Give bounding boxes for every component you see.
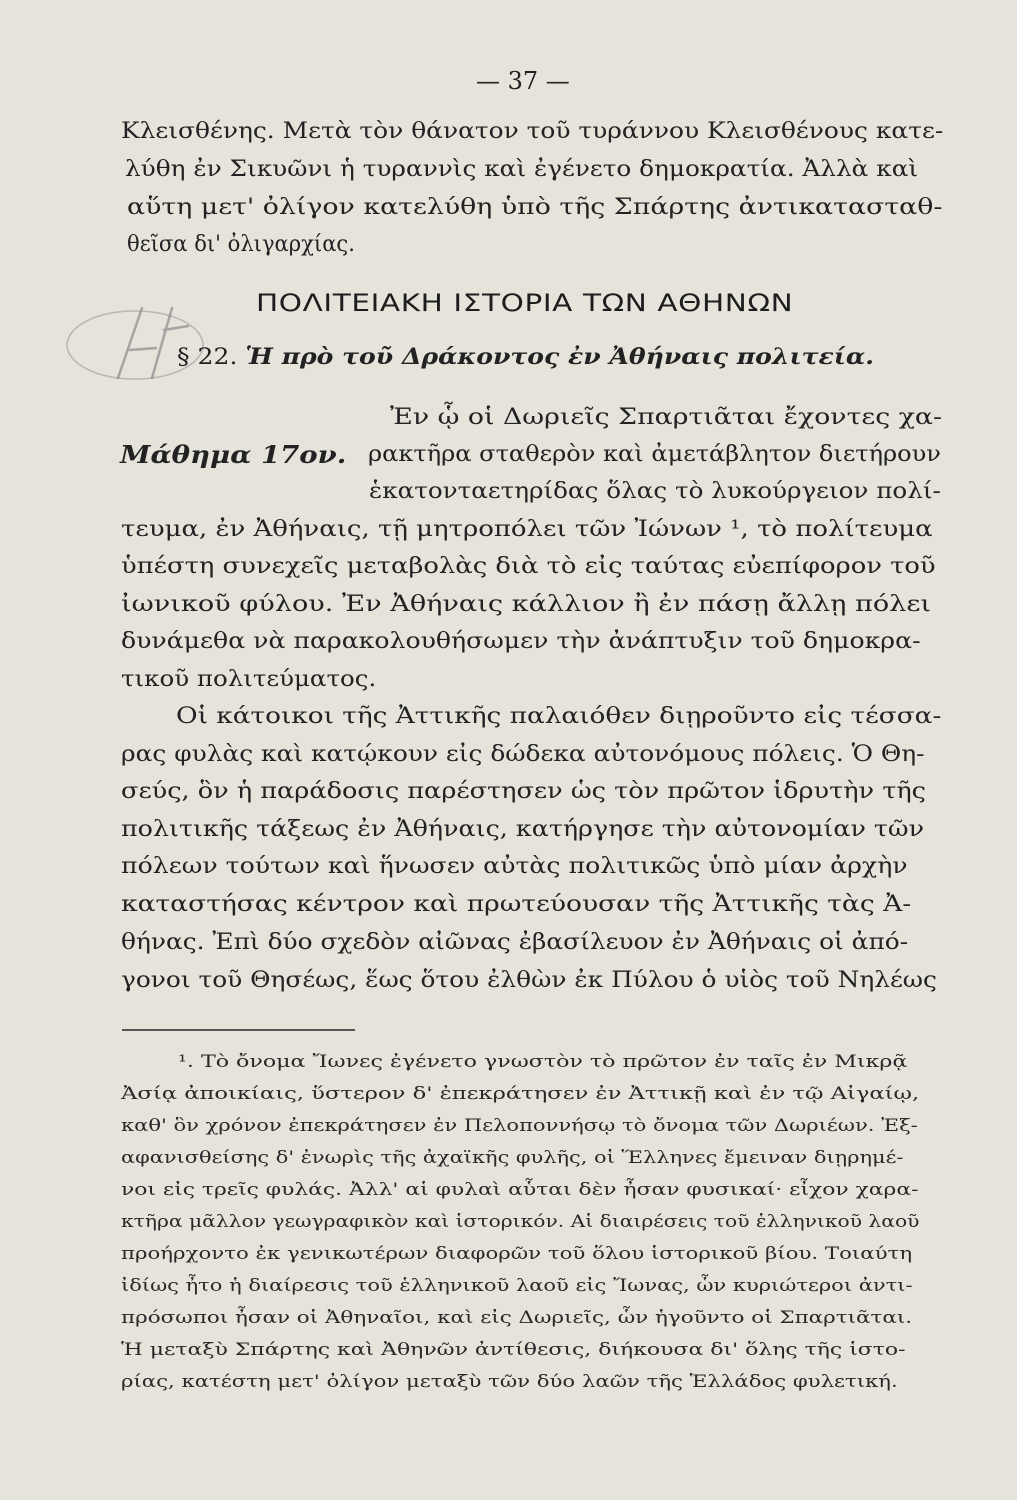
paragraph-line: δυνάμεθα νὰ παρακολουθήσωμεν τὴν ἀνάπτυξιν τοῦ δημοκρα- [121,629,921,654]
section-heading [177,342,874,373]
chapter-heading: ΠΟΛΙΤΕΙΑΚΗ ΙΣΤΟΡΙΑ ΤΩΝ ΑΘΗΝΩΝ [256,289,794,317]
footnote-line: Ἀσίᾳ ἀποικίαις, ὕστερον δ' ἐπεκράτησεν ἐν Ἀττικῇ καὶ ἐν τῷ Αἰγαίῳ, [121,1084,920,1104]
paragraph-line: ὑπέστη συνεχεῖς μεταβολὰς διὰ τὸ εἰς ταύτας εὐεπίφορον τοῦ [121,554,936,579]
footnote-line: προήρχοντο ἐκ γενικωτέρων διαφορῶν τοῦ ὅλου ἱστορικοῦ βίου. Τοιαύτη [121,1244,913,1264]
paragraph-line: σεύς, ὃν ἡ παράδοσις παρέστησεν ὡς τὸν πρῶτον ἱδρυτὴν τῆς [121,779,926,804]
paragraph-line: γονοι τοῦ Θησέως, ἕως ὅτου ἐλθὼν ἐκ Πύλου ὁ υἱὸς τοῦ Νηλέως [121,968,937,993]
lesson-margin-note: Μάθημα 17ον. [120,440,347,469]
paragraph-line: ἰωνικοῦ φύλου. Ἐν Ἀθήναις κάλλιον ἢ ἐν πάσῃ ἄλλῃ πόλει [121,592,932,617]
footnote-line: ¹. Τὸ ὄνομα Ἴωνες ἐγένετο γνωστὸν τὸ πρῶτον ἐν ταῖς ἐν Μικρᾷ [178,1052,908,1072]
footnote-line: κτῆρα μᾶλλον γεωγραφικὸν καὶ ἱστορικόν. Αἱ διαιρέσεις τοῦ ἑλληνικοῦ λαοῦ [121,1212,920,1232]
paragraph-line: τευμα, ἐν Ἀθήναις, τῇ μητροπόλει τῶν Ἰώνων ¹, τὸ πολίτευμα [121,517,933,542]
paragraph-line: Ἐν ᾧ οἱ Δωριεῖς Σπαρτιᾶται ἔχοντες χα- [390,405,943,430]
paragraph-line: ἑκατονταετηρίδας ὅλας τὸ λυκούργειον πολί- [369,479,941,504]
paragraph-line: ρακτῆρα σταθερὸν καὶ ἀμετάβλητον διετήρουν [368,442,941,467]
footnote-line: Ἡ μεταξὺ Σπάρτης καὶ Ἀθηνῶν ἀντίθεσις, διήκουσα δι' ὅλης τῆς ἱστο- [121,1340,906,1360]
paragraph-line: τικοῦ πολιτεύματος. [121,667,377,692]
footnote-line: καθ' ὃν χρόνον ἐπεκράτησεν ἐν Πελοποννήσῳ τὸ ὄνομα τῶν Δωριέων. Ἐξ- [121,1116,918,1136]
section-title: Ἡ πρὸ τοῦ Δράκοντος ἐν Ἀθήναις πολιτεία. [245,344,874,370]
intro-line: Κλεισθένης. Μετὰ τὸν θάνατον τοῦ τυράννου Κλεισθένους κατε- [121,119,944,144]
footnote-line: πρόσωποι ἦσαν οἱ Ἀθηναῖοι, καὶ εἰς Δωριεῖς, ὧν ἡγοῦντο οἱ Σπαρτιᾶται. [121,1308,913,1328]
footnote-separator [122,1029,355,1031]
page-number: — 37 — [476,67,570,95]
paragraph-line: καταστήσας κέντρον καὶ πρωτεύουσαν τῆς Ἀττικῆς τὰς Ἀ- [121,892,912,917]
footnote-line: αφανισθείσης δ' ἐνωρὶς τῆς ἀχαϊκῆς φυλῆς, οἱ Ἕλληνες ἔμειναν διῃρημέ- [121,1148,904,1168]
footnote-line: ρίας, κατέστη μετ' ὀλίγον μεταξὺ τῶν δύο λαῶν τῆς Ἑλλάδος φυλετική. [121,1372,898,1392]
paragraph-line: πόλεων τούτων καὶ ἥνωσεν αὐτὰς πολιτικῶς ὑπὸ μίαν ἀρχὴν [121,854,908,879]
paragraph-line: πολιτικῆς τάξεως ἐν Ἀθήναις, κατήργησε τὴν αὐτονομίαν τῶν [121,817,925,842]
footnote-line: ἰδίως ἦτο ἡ διαίρεσις τοῦ ἑλληνικοῦ λαοῦ εἰς Ἴωνας, ὧν κυριώτεροι ἀντι- [121,1276,913,1296]
section-number: § 22. [177,345,238,370]
paragraph-line: θήνας. Ἐπὶ δύο σχεδὸν αἰῶνας ἐβασίλευον ἐν Ἀθήναις οἱ ἀπό- [121,930,909,955]
intro-line: θεῖσα δι' ὀλιγαρχίας. [127,232,355,257]
intro-line: αὕτη μετ' ὀλίγον κατελύθη ὑπὸ τῆς Σπάρτης ἀντικατασταθ- [127,195,943,220]
intro-line: λύθη ἐν Σικυῶνι ἡ τυραννὶς καὶ ἐγένετο δημοκρατία. Ἀλλὰ καὶ [125,157,919,182]
paragraph-line: Οἱ κάτοικοι τῆς Ἀττικῆς παλαιόθεν διῃροῦντο εἰς τέσσα- [176,704,942,729]
footnote-line: νοι εἰς τρεῖς φυλάς. Ἀλλ' αἱ φυλαὶ αὗται δὲν ἦσαν φυσικαί· εἶχον χαρα- [121,1180,919,1200]
paragraph-line: ρας φυλὰς καὶ κατῴκουν εἰς δώδεκα αὐτονόμους πόλεις. Ὁ Θη- [121,742,925,767]
